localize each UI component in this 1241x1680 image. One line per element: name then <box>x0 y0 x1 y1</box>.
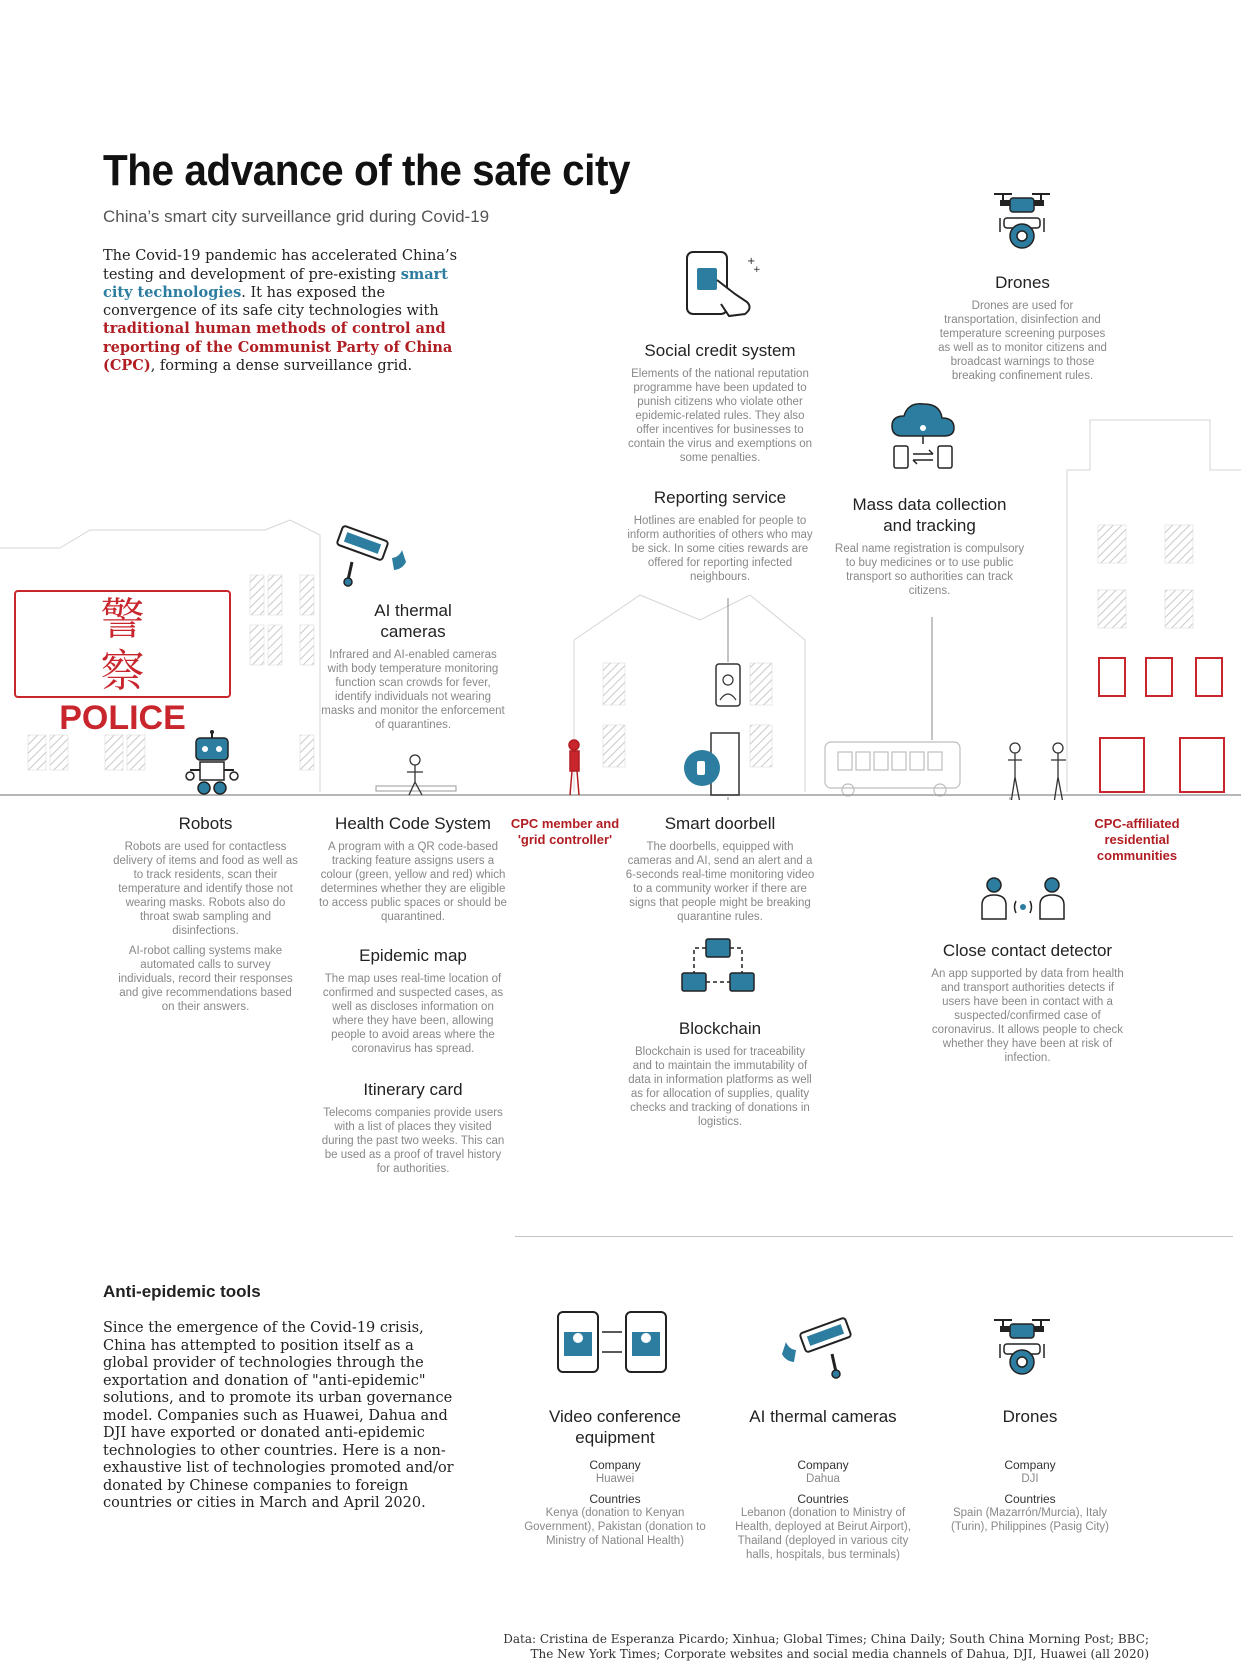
feature-title: AI thermal cameras <box>374 601 452 641</box>
feature-robots <box>113 813 298 1014</box>
tool-title: AI thermal cameras <box>749 1407 897 1426</box>
feature-desc: Hotlines are enabled for people to inform authorities of others who may be sick. In some cities rewards are offered for reporting infected neighbours. <box>627 515 813 583</box>
feature-title: Smart doorbell <box>664 814 776 833</box>
feature-drones <box>935 272 1110 383</box>
feature-desc: Robots are used for contactless delivery of items and food as well as to track residents, scan their temperature and identify those not wearing masks. Robots also do throat swab sampling and disinfections. <box>113 841 298 937</box>
countries-label: Countries <box>797 1492 849 1506</box>
countries-label: Countries <box>1004 1492 1056 1506</box>
page-subtitle: China’s smart city surveillance grid during Covid-19 <box>103 207 490 226</box>
tool-video-conference <box>520 1406 710 1554</box>
feature-title: Reporting service <box>653 488 787 507</box>
company-value: Dahua <box>806 1473 840 1485</box>
feature-mass-data <box>832 494 1027 598</box>
blockchain-icon <box>680 937 756 995</box>
intro-highlight-red: traditional human methods of control and reporting of the Communist Party of China (CPC) <box>103 320 453 374</box>
svg-text:+: + <box>753 265 761 275</box>
cloud-sync-icon <box>888 398 958 470</box>
feature-title: Blockchain <box>678 1019 762 1038</box>
intro-text: . It has exposed the convergence of its safe city technologies with <box>103 285 439 319</box>
feature-title: Robots <box>178 814 233 833</box>
svg-text:+: + <box>747 256 756 267</box>
feature-title: Close contact detector <box>942 941 1113 960</box>
feature-desc: An app supported by data from health and transport authorities detects if users have been in contact with a suspected/confirmed case of coronavirus. It allows people to check whether they have been at risk of infection. <box>931 968 1124 1064</box>
feature-desc: Drones are used for transportation, disinfection and temperature screening purposes as well as to monitor citizens and broadcast warnings to those breaking confinement rules. <box>938 300 1107 382</box>
police-sign <box>14 590 231 737</box>
thermal-camera-icon <box>778 1312 858 1382</box>
company-label: Company <box>797 1458 849 1472</box>
thermal-camera-icon <box>330 520 410 590</box>
intro-text: , forming a dense surveillance grid. <box>150 358 413 374</box>
feature-social-credit <box>625 340 815 465</box>
drone-icon <box>990 188 1054 252</box>
feature-title: Drones <box>995 273 1050 292</box>
countries-value: Spain (Mazarrón/Murcia), Italy (Turin), Philippines (Pasig City) <box>950 1507 1110 1533</box>
feature-desc: The map uses real-time location of confirmed and suspected cases, as well as discloses information on where they have been, allowing people to avoid areas where the coronavirus has spread. <box>322 973 504 1055</box>
feature-desc: Elements of the national reputation programme have been updated to punish citizens who violate other epidemic-related rules. They also offer incentives for businesses to contain the virus and exemptions on some penalties. <box>627 368 813 464</box>
feature-desc: Real name registration is compulsory to buy medicines or to use public transport so authorities can track citizens. <box>834 543 1025 597</box>
drone-icon <box>990 1314 1054 1378</box>
countries-label: Countries <box>589 1492 641 1506</box>
section-divider <box>515 1236 1233 1237</box>
feature-smart-doorbell <box>625 813 815 924</box>
tool-drones <box>935 1406 1125 1540</box>
feature-title: Social credit system <box>644 341 796 360</box>
feature-desc: Telecoms companies provide users with a list of places they visited during the past two weeks. This can be used as a proof of travel history for authorities. <box>321 1107 505 1175</box>
feature-desc: Blockchain is used for traceability and to maintain the immutability of data in information platforms as well as for allocation of supplies, quality checks and tracking of donations in logistics. <box>628 1046 812 1128</box>
label-cpc-communities: CPC-affiliated residential communities <box>1094 816 1180 863</box>
feature-desc: Infrared and AI-enabled cameras with body temperature monitoring function scan crowds for fever, identify individuals not wearing masks and monitor the enforcement of quarantines. <box>321 649 505 731</box>
source-line-2: The New York Times; Corporate websites and social media channels of Dahua, DJI, Huawei (all 2020) <box>530 1647 1149 1661</box>
countries-value: Kenya (donation to Kenyan Government), Pakistan (donation to Ministry of National Health) <box>524 1507 706 1547</box>
tool-title: Video conference equipment <box>548 1407 681 1447</box>
close-contact-icon <box>980 875 1066 921</box>
company-value: Huawei <box>595 1473 635 1485</box>
feature-desc: The doorbells, equipped with cameras and AI, send an alert and a 6-seconds real-time monitoring video to a community worker if there are signs that people might be breaking quarantine rules. <box>625 841 815 923</box>
page-title: The advance of the safe city <box>103 146 631 195</box>
feature-reporting <box>625 487 815 584</box>
countries-value: Lebanon (donation to Ministry of Health, deployed at Beirut Airport), Thailand (deployed in various city halls, hospitals, bus terminals) <box>735 1507 911 1561</box>
tool-title: Drones <box>1002 1407 1058 1426</box>
feature-title: Mass data collection and tracking <box>852 495 1007 535</box>
feature-title: Health Code System <box>335 814 491 833</box>
police-sign-chinese: 警 察 <box>100 594 175 697</box>
feature-title: Epidemic map <box>359 946 467 965</box>
tool-ai-thermal <box>728 1406 918 1568</box>
company-label: Company <box>1004 1458 1056 1472</box>
company-value: DJI <box>1021 1473 1039 1485</box>
anti-epidemic-title: Anti-epidemic tools <box>103 1282 261 1301</box>
feature-health-code <box>318 813 508 924</box>
feature-ai-thermal <box>318 600 508 732</box>
feature-blockchain <box>625 1018 815 1129</box>
police-sign-english: POLICE <box>59 699 186 737</box>
label-cpc-member: CPC member and 'grid controller' <box>510 816 620 847</box>
feature-desc-2: AI-robot calling systems make automated calls to survey individuals, record their responses and give recommendations based on their answers. <box>118 945 293 1013</box>
robot-icon <box>182 730 242 796</box>
social-credit-phone-icon <box>683 250 763 320</box>
feature-desc: A program with a QR code-based tracking feature assigns users a colour (green, yellow and red) which determines whether they are eligible to access public spaces or should be quarantined. <box>319 841 507 923</box>
source-credit <box>449 1632 1149 1662</box>
source-line-1: Data: Cristina de Esperanza Picardo; Xinhua; Global Times; China Daily; South China Morning Post; BBC; <box>503 1632 1149 1646</box>
video-conference-icon <box>556 1310 668 1374</box>
feature-itinerary <box>318 1079 508 1176</box>
feature-epidemic-map <box>318 945 508 1056</box>
feature-title: Itinerary card <box>363 1080 463 1099</box>
company-label: Company <box>589 1458 641 1472</box>
intro-text: The Covid-19 pandemic has accelerated China’s testing and development of pre-existing <box>103 248 458 283</box>
intro-highlight-blue: smart city technologies <box>103 265 448 301</box>
feature-close-contact <box>930 940 1125 1065</box>
anti-epidemic-body: Since the emergence of the Covid-19 crisis, China has attempted to position itself as a global provider of technologies through the exportation and donation of "anti-epidemic" solutions, and to promote its urban governance model. Companies such as Huawei, Dahua and DJI have exported or donated anti-epidemic technologies to other countries. Here is a non-exhaustive list of technologies promoted and/or donated by Chinese companies to foreign countries or cities in March and April 2020. <box>103 1320 454 1511</box>
intro-paragraph <box>103 248 463 376</box>
